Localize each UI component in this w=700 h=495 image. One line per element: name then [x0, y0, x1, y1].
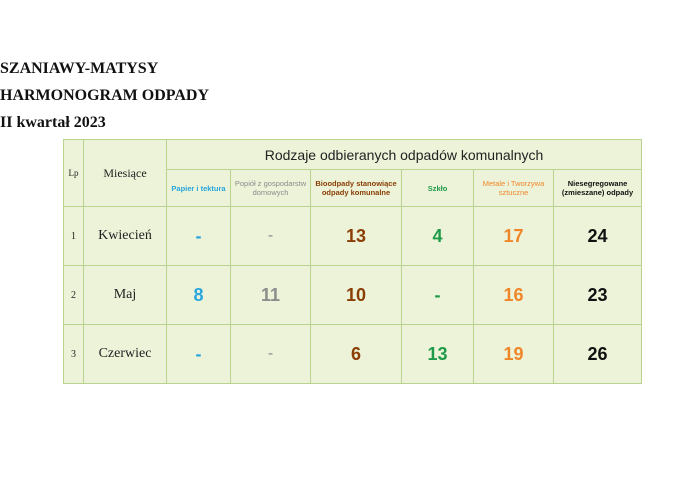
table-row — [64, 266, 642, 325]
cell-glass: 13 — [402, 325, 474, 384]
row-lp: 2 — [64, 266, 84, 325]
title-line-2: HARMONOGRAM ODPADY — [0, 87, 210, 104]
waste-types-header: Rodzaje odbieranych odpadów komunalnych — [167, 140, 642, 170]
month-header: Miesiące — [84, 140, 167, 207]
cell-glass: - — [402, 266, 474, 325]
cell-metal-plastic: 19 — [474, 325, 554, 384]
cell-ash: - — [231, 325, 311, 384]
row-month: Kwiecień — [84, 207, 167, 266]
cell-metal-plastic: 16 — [474, 266, 554, 325]
cell-mixed: 23 — [554, 266, 642, 325]
cell-ash: 11 — [231, 266, 311, 325]
cell-metal-plastic: 17 — [474, 207, 554, 266]
cell-paper: - — [167, 325, 231, 384]
cell-mixed: 24 — [554, 207, 642, 266]
cell-bio: 10 — [311, 266, 402, 325]
cell-ash: - — [231, 207, 311, 266]
cell-glass: 4 — [402, 207, 474, 266]
col-header-paper: Papier i tektura — [167, 170, 231, 207]
cell-bio: 6 — [311, 325, 402, 384]
title-line-3: II kwartał 2023 — [0, 114, 106, 131]
lp-header: Lp — [64, 140, 84, 207]
col-header-ash: Popiół z gospodarstw domowych — [231, 170, 311, 207]
col-header-metal-plastic: Metale i Tworzywa sztuczne — [474, 170, 554, 207]
schedule-table — [63, 139, 642, 384]
row-lp: 1 — [64, 207, 84, 266]
row-month: Czerwiec — [84, 325, 167, 384]
row-month: Maj — [84, 266, 167, 325]
col-header-mixed: Niesegregowane (zmieszane) odpady — [554, 170, 642, 207]
col-header-bio: Bioodpady stanowiące odpady komunalne — [311, 170, 402, 207]
cell-mixed: 26 — [554, 325, 642, 384]
cell-bio: 13 — [311, 207, 402, 266]
col-header-glass: Szkło — [402, 170, 474, 207]
title-line-1: SZANIAWY-MATYSY — [0, 60, 159, 77]
cell-paper: - — [167, 207, 231, 266]
cell-paper: 8 — [167, 266, 231, 325]
table-row — [64, 207, 642, 266]
row-lp: 3 — [64, 325, 84, 384]
table-row — [64, 325, 642, 384]
